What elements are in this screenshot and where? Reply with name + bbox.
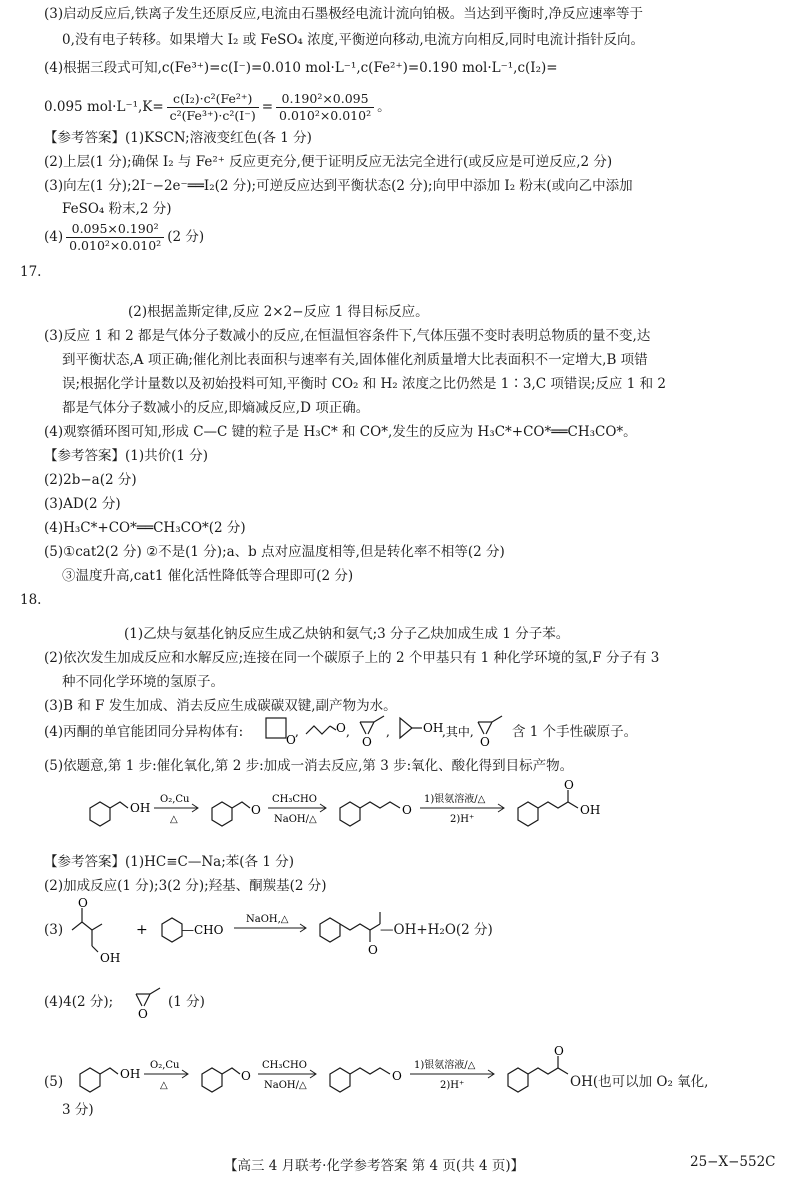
q16-k-expression (44, 90, 391, 124)
q16-answer-2: (2)上层(1 分);确保 I₂ 与 Fe²⁺ 反应更充分,便于证明反应无法完全进行(或反应是可逆反应,2 分) (44, 154, 613, 170)
s1-o-label-2: O (402, 803, 412, 817)
q18-line-4: (3)B 和 F 发生加成、消去反应生成碳碳双键,副产物为水。 (44, 698, 397, 714)
s1-cond1-top: O₂,Cu (160, 794, 190, 805)
q18-line-2: (2)依次发生加成反应和水解反应;连接在同一个碳原子上的 2 个甲基只有 1 种化学环境的氢,F 分子有 3 (44, 650, 660, 666)
page-code: 25−X−552C (690, 1154, 776, 1170)
propanal-icon (306, 726, 336, 734)
q18-answer-4-lead: (4)4(2 分); (44, 994, 114, 1010)
s2-cond2-top: CH₃CHO (262, 1060, 307, 1071)
enone-product-icon (320, 912, 380, 942)
k-value-fraction (276, 91, 374, 124)
a4-denominator: 0.010²×0.010² (69, 238, 162, 253)
q16-answer-3b: FeSO₄ 粉末,2 分) (62, 201, 172, 217)
benzaldehyde-ring-icon (162, 918, 182, 942)
q18-answer-4-tail: (1 分) (168, 994, 205, 1010)
s1-cond1-bot: △ (170, 814, 178, 825)
k-denominator: c²(Fe³⁺)·c²(I⁻) (169, 108, 256, 123)
q17-line-2: (3)反应 1 和 2 都是气体分子数减小的反应,在恒温恒容条件下,气体压强不变时表明总物质的量不变,达 (44, 328, 651, 344)
cinnamic-acid-icon-2 (508, 1056, 568, 1092)
k-numerator: c(I₂)·c²(Fe²⁺) (167, 91, 259, 108)
cinnamaldehyde-icon (340, 802, 400, 826)
s2-acid-o-label: O (554, 1046, 564, 1058)
q18-line-5-mid: ,其中, (442, 725, 474, 739)
benzyl-alcohol-icon-2 (80, 1068, 118, 1092)
q16-line-2: 0,没有电子转移。如果增大 I₂ 或 FeSO₄ 浓度,平衡逆向移动,电流方向相反,同时电流计指针反向。 (62, 32, 645, 48)
q17-line-4: 误;根据化学计量数以及初始投料可知,平衡时 CO₂ 和 H₂ 浓度之比仍然是 1∶3,C 项错误;反应 1 和 2 (62, 376, 666, 392)
arrow-2 (268, 804, 326, 812)
s1-acid-oh-label: OH (580, 803, 601, 817)
isomer-structures (262, 708, 512, 750)
a3-condition: NaOH,△ (246, 914, 289, 925)
a4-epoxide-o-label: O (138, 1007, 148, 1021)
sep-comma-3: , (386, 725, 390, 739)
a4-score: (2 分) (167, 229, 205, 245)
arrow-2-1 (144, 1070, 188, 1078)
s2-cond1-bot: △ (160, 1080, 168, 1091)
s2-cond2-bot: NaOH/△ (264, 1080, 307, 1091)
q16-answer-3: (3)向左(1 分);2I⁻−2e⁻══I₂(2 分);可逆反应达到平衡状态(2 分);向甲中添加 I₂ 粉末(或向乙中添加 (44, 178, 633, 194)
cyclopropanol-icon (400, 718, 422, 738)
q16-answer-4 (44, 220, 204, 254)
k-value-numerator: 0.190²×0.095 (276, 91, 374, 108)
q17-answer-2: (2)2b−a(2 分) (44, 472, 137, 488)
s2-o-label-1: O (241, 1069, 251, 1083)
s1-cond3-bot: 2)H⁺ (450, 814, 475, 825)
s1-oh-label: OH (130, 801, 151, 815)
benzaldehyde-icon-2 (202, 1068, 240, 1092)
k-equals: = (261, 99, 274, 115)
q18-answer-3-lead: (3) (44, 922, 64, 938)
q17-answer-4: (4)H₃C*+CO*══CH₃CO*(2 分) (44, 520, 246, 536)
s1-cond3-top: 1)银氨溶液/△ (424, 794, 486, 805)
q17-line-5: 都是气体分子数减小的反应,即熵减反应,D 项正确。 (62, 400, 370, 416)
hydroxy-ketone-icon (72, 908, 102, 952)
q18-answer-1: 【参考答案】(1)HC≡C—Na;苯(各 1 分) (44, 854, 294, 870)
propanal-o-label: O (336, 721, 346, 735)
benzaldehyde-icon (212, 802, 250, 826)
q17-line-1: (2)根据盖斯定律,反应 2×2−反应 1 得目标反应。 (128, 304, 429, 320)
a3-keto-o-label: O (78, 896, 88, 910)
arrow-1 (154, 804, 198, 812)
cinnamaldehyde-icon-2 (330, 1068, 390, 1092)
q17-answer-1: 【参考答案】(1)共价(1 分) (44, 448, 209, 464)
s1-acid-o-label: O (564, 780, 574, 792)
a4-fraction (66, 221, 164, 254)
q16-k-lead: 0.095 mol·L⁻¹,K= (44, 99, 164, 115)
q17-answer-5: (5)①cat2(2 分) ②不是(1 分);a、b 点对应温度相等,但是转化率不相等(2 分) (44, 544, 505, 560)
s1-o-label-1: O (251, 803, 261, 817)
chiral-o-label: O (480, 735, 490, 749)
a3-plus: + (136, 922, 148, 938)
q18-number: 18. (20, 592, 42, 608)
sep-comma-1: , (295, 725, 299, 739)
synthesis-scheme-2 (70, 1046, 600, 1106)
q18-line-6: (5)依题意,第 1 步:催化氧化,第 2 步:加成一消去反应,第 3 步:氧化、酸化得到目标产物。 (44, 758, 574, 774)
q16-answer-1: 【参考答案】(1)KSCN;溶液变红色(各 1 分) (44, 130, 312, 146)
answer-epoxide-icon (132, 980, 172, 1022)
q17-answer-6: ③温度升高,cat1 催化活性降低等合理即可(2 分) (62, 568, 354, 584)
chiral-methyloxirane-icon (478, 716, 502, 734)
oxetane-icon (266, 718, 286, 738)
sep-comma-2: , (346, 725, 350, 739)
methyloxirane-icon (360, 716, 384, 734)
oxetane-o-label: O (286, 733, 296, 747)
q17-line-3: 到平衡状态,A 项正确;催化剂比表面积与速率有关,固体催化剂质量增大比表面积不一定增大,B 项错 (62, 352, 648, 368)
a4-numerator: 0.095×0.190² (66, 221, 164, 238)
synthesis-scheme-1 (70, 780, 710, 850)
cyclopropanol-oh-label: OH (423, 721, 444, 735)
arrow-3 (420, 804, 504, 812)
k-value-denominator: 0.010²×0.010² (279, 108, 372, 123)
q18-answer-5-tail: OH(也可以加 O₂ 氧化, (570, 1074, 709, 1090)
q18-answer-2: (2)加成反应(1 分);3(2 分);羟基、酮羰基(2 分) (44, 878, 327, 894)
q18-answer-5-lead: (5) (44, 1074, 64, 1090)
q17-line-6: (4)观察循环图可知,形成 C—C 键的粒子是 H₃C* 和 CO*,发生的反应为 H₃C*+CO*══CH₃CO*。 (44, 424, 637, 440)
q17-number: 17. (20, 264, 42, 280)
k-end: 。 (377, 99, 391, 115)
a3-oh-label: OH (100, 951, 121, 965)
k-fraction (167, 91, 259, 124)
s2-o-label-2: O (392, 1069, 402, 1083)
arrow-2-3 (410, 1070, 494, 1078)
a3-cho-label: —CHO (182, 923, 224, 937)
benzyl-alcohol-icon (90, 802, 128, 826)
q17-answer-3: (3)AD(2 分) (44, 496, 121, 512)
arrow-2-2 (258, 1070, 316, 1078)
arrow-aldol (234, 924, 306, 932)
s1-cond2-bot: NaOH/△ (274, 814, 317, 825)
q18-answer-5-end: 3 分) (62, 1102, 94, 1118)
cinnamic-acid-icon (518, 790, 578, 826)
a4-lead: (4) (44, 229, 64, 245)
q18-line-5-tail: 含 1 个手性碳原子。 (512, 724, 638, 740)
q18-answer-3-tail: —OH+H₂O(2 分) (380, 922, 493, 938)
q16-line-3: (4)根据三段式可知,c(Fe³⁺)=c(I⁻)=0.010 mol·L⁻¹,c(Fe²⁺)=0.190 mol·L⁻¹,c(I₂)= (44, 60, 558, 76)
s2-cond3-bot: 2)H⁺ (440, 1080, 465, 1091)
page-footer: 【高三 4 月联考·化学参考答案 第 4 页(共 4 页)】 (224, 1158, 525, 1174)
q18-line-5-lead: (4)丙酮的单官能团同分异构体有: (44, 724, 244, 740)
methyloxirane-o-label: O (362, 735, 372, 749)
a3-product-o-label: O (368, 943, 378, 957)
s1-cond2-top: CH₃CHO (272, 794, 317, 805)
q16-line-1: (3)启动反应后,铁离子发生还原反应,电流由石墨极经电流计流向铂极。当达到平衡时,净反应速率等于 (44, 6, 643, 22)
q18-line-3: 种不同化学环境的氢原子。 (62, 674, 224, 690)
s2-cond1-top: O₂,Cu (150, 1060, 180, 1071)
s2-cond3-top: 1)银氨溶液/△ (414, 1060, 476, 1071)
q18-line-1: (1)乙炔与氨基化钠反应生成乙炔钠和氨气;3 分子乙炔加成生成 1 分子苯。 (124, 626, 570, 642)
s2-oh-label: OH (120, 1067, 141, 1081)
